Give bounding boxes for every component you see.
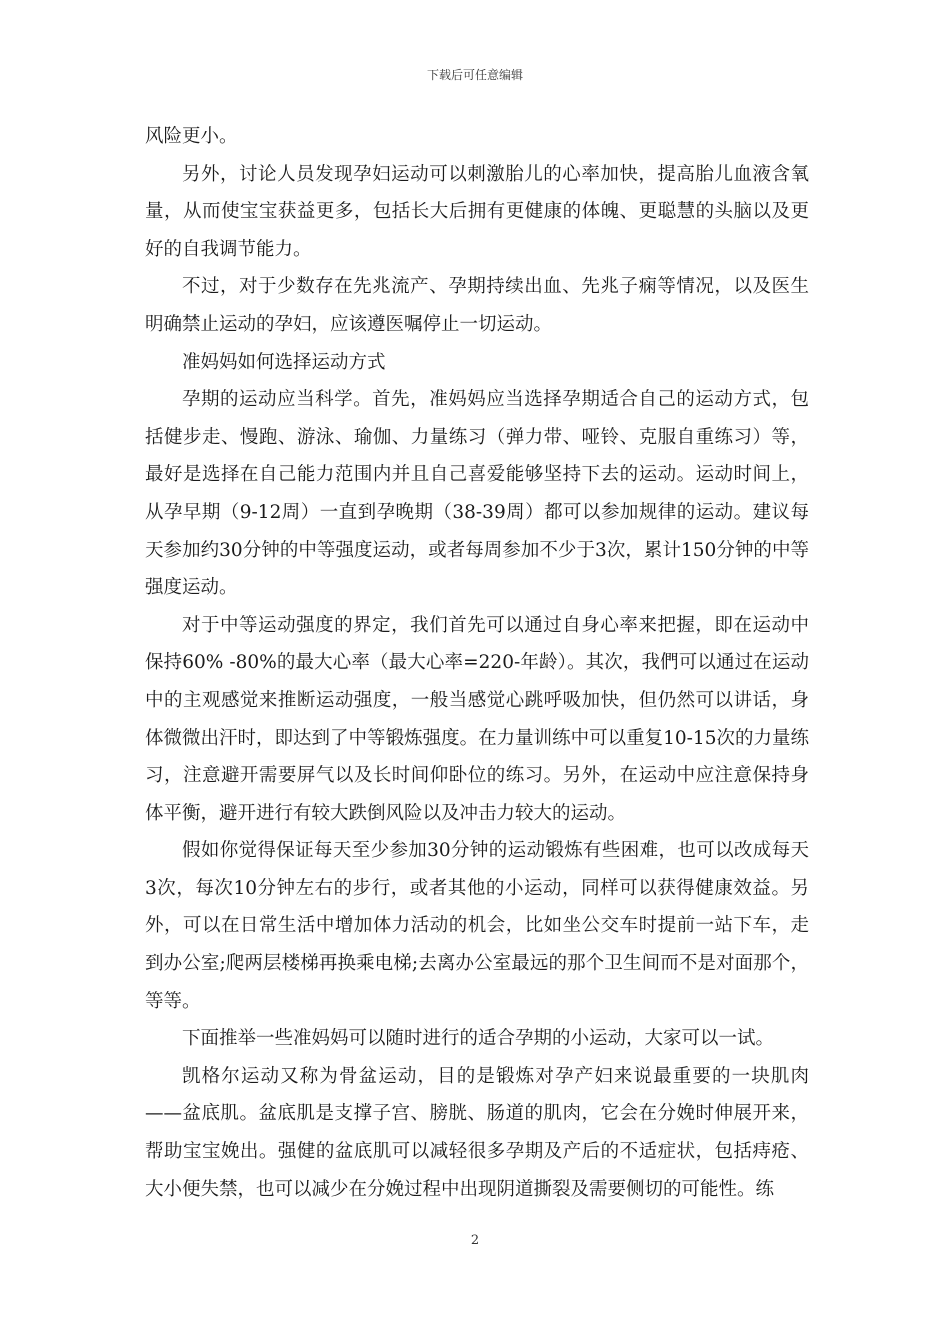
paragraph-8: 凯格尔运动又称为骨盆运动，目的是锻炼对孕产妇来说最重要的一块肌肉——盆底肌。盆底肌是支撑子宫、膀胱、肠道的肌肉，它会在分娩时伸展开来，帮助宝宝娩出。强健的盆底肌可以减轻很多孕期及产后的不适症状，包括痔疮、大小便失禁，也可以减少在分娩过程中出现阴道撕裂及需要侧切的可能性。练 — [145, 1065, 809, 1200]
section-heading: 准妈妈如何选择运动方式 — [182, 351, 386, 373]
paragraph-1: 风险更小。 — [145, 126, 238, 147]
paragraph-7: 下面推举一些准妈妈可以随时进行的适合孕期的小运动，大家可以一试。 — [182, 1028, 775, 1050]
paragraph-3: 不过，对于少数存在先兆流产、孕期持续出血、先兆子痫等情况，以及医生明确禁止运动的孕妇，应该遵医嘱停止一切运动。 — [145, 276, 809, 335]
paragraph-2: 另外，讨论人员发现孕妇运动可以刺激胎儿的心率加快，提高胎儿血液含氧量，从而使宝宝获益更多，包括长大后拥有更健康的体魄、更聪慧的头脑以及更好的自我调节能力。 — [145, 163, 809, 260]
paragraph-4: 孕期的运动应当科学。首先，准妈妈应当选择孕期适合自己的运动方式，包括健步走、慢跑、游泳、瑜伽、力量练习（弹力带、哑铃、克服自重练习）等，最好是选择在自己能力范围内并且自己喜爱能够坚持下去的运动。运动时间上，从孕早期（9-12周）一直到孕晚期（38-39周）都可以参加规律的运动。建议每天参加约30分钟的中等强度运动，或者每周参加不少于3次，累计150分钟的中等强度运动。 — [145, 389, 809, 599]
paragraph-6: 假如你觉得保证每天至少参加30分钟的运动锻炼有些困难，也可以改成每天3次，每次10分钟左右的步行，或者其他的小运动，同样可以获得健康效益。另外，可以在日常生活中增加体力活动的机会，比如坐公交车时提前一站下车，走到办公室;爬两层楼梯再换乘电梯;去离办公室最远的那个卫生间而不是对面那个，等等。 — [145, 840, 809, 1012]
document-body — [145, 118, 809, 1208]
paragraph-5: 对于中等运动强度的界定，我们首先可以通过自身心率来把握，即在运动中保持60% -80%的最大心率（最大心率=220-年龄）。其次，我們可以通过在运动中的主观感觉来推断运动强度，一般当感觉心跳呼吸加快，但仍然可以讲话，身体微微出汗时，即达到了中等锻炼强度。在力量训练中可以重复10-15次的力量练习，注意避开需要屏气以及长时间仰卧位的练习。另外，在运动中应注意保持身体平衡，避开进行有较大跌倒风险以及冲击力较大的运动。 — [145, 614, 809, 824]
page-header: 下载后可任意编辑 — [426, 68, 523, 82]
page-number: 2 — [470, 1233, 480, 1248]
